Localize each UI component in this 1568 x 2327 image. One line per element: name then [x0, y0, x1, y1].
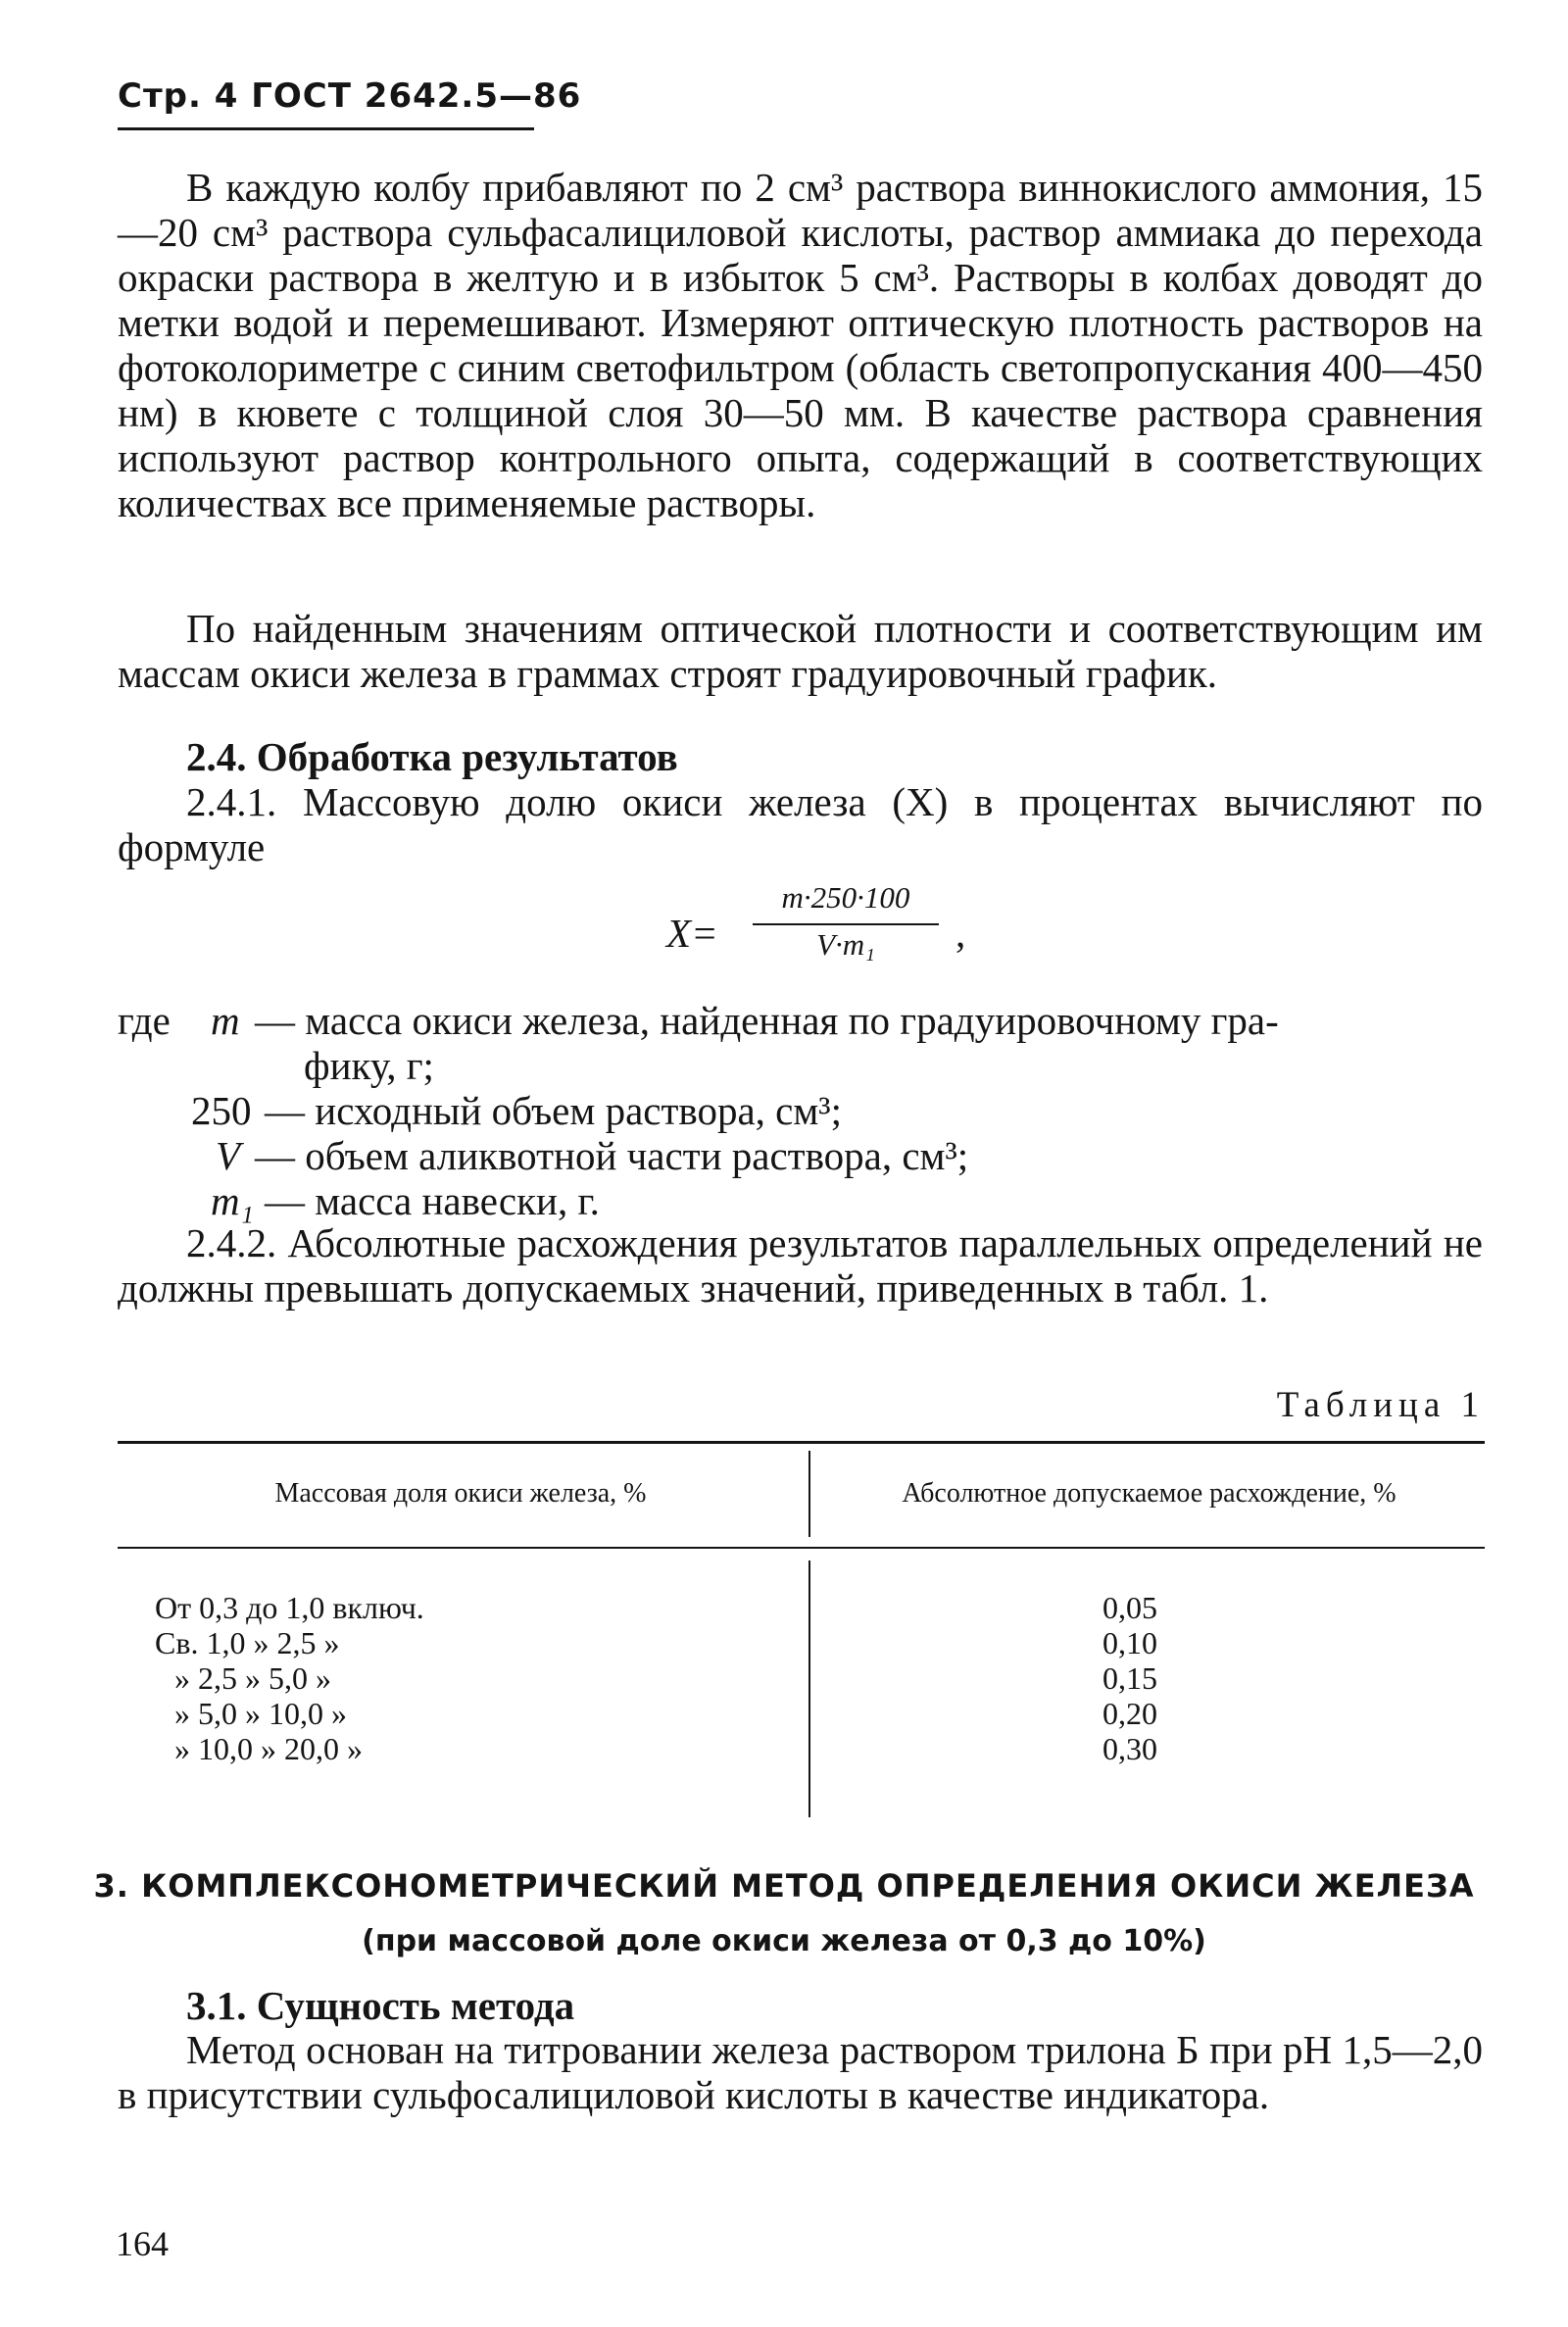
- section-heading-3-1: 3.1. Сущность метода: [186, 1983, 575, 2028]
- definition-row: [118, 1178, 1490, 1223]
- table-cell-range: » 5,0 » 10,0 »: [174, 1696, 347, 1731]
- formula-numerator: m·250·100: [781, 880, 910, 915]
- paragraph-calibration: По найденным значениям оптической плотности и соответствующим им массам окиси железа в граммах строят градуировочный график.: [118, 606, 1483, 696]
- section-3-subtitle: (при массовой доле окиси железа от 0,3 до 10%): [362, 1924, 1206, 1958]
- definition-symbol: m: [211, 998, 240, 1043]
- paragraph-2-4-2: 2.4.2. Абсолютные расхождения результатов параллельных определений не должны превышать допускаемых значений, приведенных в табл. 1.: [118, 1220, 1483, 1311]
- table-body-divider: [808, 1560, 810, 1817]
- table-cell-tolerance: 0,15: [1102, 1660, 1157, 1696]
- paragraph-3-1: Метод основан на титровании железа раствором трилона Б при pH 1,5—2,0 в присутствии сульфосалициловой кислоты в качестве индикатора.: [118, 2027, 1483, 2117]
- definition-row: [118, 1088, 1490, 1133]
- page-header: Стр. 4 ГОСТ 2642.5—86: [118, 76, 582, 116]
- fraction-bar: [753, 923, 939, 925]
- table-header-rule: [118, 1547, 1485, 1549]
- definition-symbol: m₁: [211, 1178, 254, 1223]
- definition-lead: где: [118, 998, 171, 1043]
- definition-text: — объем аликвотной части раствора, см³;: [255, 1133, 969, 1178]
- formula-fraction: [753, 880, 939, 968]
- table-cell-tolerance: 0,30: [1102, 1731, 1157, 1766]
- section-3-title: 3. КОМПЛЕКСОНОМЕТРИЧЕСКИЙ МЕТОД ОПРЕДЕЛЕНИЯ ОКИСИ ЖЕЛЕЗА: [93, 1867, 1475, 1905]
- table-cell-range: » 10,0 » 20,0 »: [174, 1731, 363, 1766]
- definition-symbol: 250: [191, 1088, 252, 1133]
- table-top-rule: [118, 1441, 1485, 1444]
- table-header-mass-fraction: Массовая доля окиси железа, %: [274, 1478, 647, 1509]
- variable-definitions: [118, 998, 1490, 1223]
- table-header-divider: [808, 1451, 810, 1537]
- formula-lhs: X=: [666, 911, 718, 956]
- definition-row: [118, 1043, 1490, 1088]
- formula-denominator: V·m₁: [816, 927, 875, 962]
- definition-row: [118, 1133, 1490, 1178]
- header-rule: [118, 127, 534, 130]
- table-caption: Таблица 1: [1276, 1385, 1485, 1425]
- table-cell-range: » 2,5 » 5,0 »: [174, 1660, 331, 1696]
- paragraph-reagents: В каждую колбу прибавляют по 2 см³ раствора виннокислого аммония, 15—20 см³ раствора сульфасалициловой кислоты, раствор аммиака до перехода окраски раствора в желтую и в избыток 5 см³. Растворы в колбах доводят до метки водой и перемешивают. Измеряют оптическую плотность растворов на фотоколориметре с синим светофильтром (область светопропускания 400—450 нм) в кювете с толщиной слоя 30—50 мм. В качестве раствора сравнения используют раствор контрольного опыта, содержащий в соответствующих количествах все применяемые растворы.: [118, 165, 1483, 525]
- table-cell-range: Св. 1,0 » 2,5 »: [155, 1625, 340, 1660]
- table-cell-range: От 0,3 до 1,0 включ.: [155, 1590, 424, 1625]
- paragraph-2-4-1: 2.4.1. Массовую долю окиси железа (X) в процентах вычисляют по формуле: [118, 779, 1483, 869]
- section-heading-2-4: 2.4. Обработка результатов: [186, 734, 678, 779]
- definition-row: [118, 998, 1490, 1043]
- definition-symbol: V: [216, 1133, 241, 1178]
- definition-text: фику, г;: [304, 1043, 434, 1088]
- definition-text: — масса навески, г.: [265, 1178, 600, 1223]
- page-number: 164: [116, 2224, 169, 2263]
- table-cell-tolerance: 0,20: [1102, 1696, 1157, 1731]
- formula-comma: ,: [956, 911, 966, 956]
- definition-text: — масса окиси железа, найденная по градуировочному гра-: [255, 998, 1279, 1043]
- table-cell-tolerance: 0,05: [1102, 1590, 1157, 1625]
- table-header-tolerance: Абсолютное допускаемое расхождение, %: [902, 1478, 1396, 1509]
- table-cell-tolerance: 0,10: [1102, 1625, 1157, 1660]
- definition-text: — исходный объем раствора, см³;: [265, 1088, 842, 1133]
